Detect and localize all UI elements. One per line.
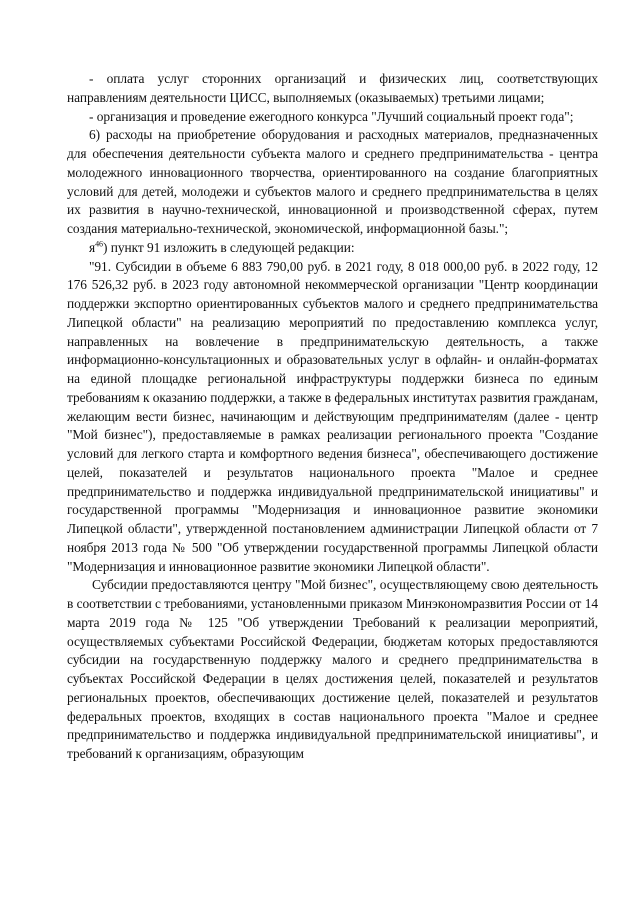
amendment-superscript: 46 [95,239,104,249]
amendment-letter: я [89,239,96,255]
paragraph-amendment-intro [67,239,598,258]
paragraph-subsidies: Субсидии предоставляются центру "Мой бизнес", осуществляющему свою деятельность в соответствии с требованиями, установленными приказом Минэкономразвития России от 14 марта 2019 года № 125 "Об утверждении Требований к реализации мероприятий, осуществляемых субъектами Российской Федерации, бюджетам которых предоставляются субсидии на государственную поддержку малого и среднего предпринимательства в субъектах Российской Федерации в целях достижения целей, показателей и результатов региональных проектов, обеспечивающих достижение целей, показателей и результатов федеральных проектов, входящих в состав национального проекта "Малое и среднее предпринимательство и поддержка индивидуальной предпринимательской инициативы", и требований к организациям, образующим [67,577,598,761]
paragraph-item-6: 6) расходы на приобретение оборудования и расходных материалов, предназначенных для обеспечения деятельности субъекта малого и среднего предпринимательства - центра молодежного инновационного творчества, ориентированного на создание благоприятных условий для детей, молодежи и субъектов малого и среднего предпринимательства в целях их развития в научно-технической, инновационной и производственной сферах, путем создания материально-технической, экономической, информационной базы."; [67,127,598,236]
paragraph-contest: - организация и проведение ежегодного конкурса "Лучший социальный проект года"; [89,108,574,124]
paragraph-item-91: "91. Субсидии в объеме 6 883 790,00 руб. в 2021 году, 8 018 000,00 руб. в 2022 году, 12 176 526,32 руб. в 2023 году автономной некоммерческой организации "Центр координации поддержки экспортно ориентированных субъектов малого и среднего предпринимательства Липецкой области" на реализацию мероприятий по предоставлению комплекса услуг, направленных на вовлечение в предпринимательскую деятельность, а также информационно-консультационных и образовательных услуг в офлайн- и онлайн-форматах на единой площадке региональной инфраструктуры поддержки бизнеса по единым требованиям к оказанию поддержки, а также в федеральных институтах развития гражданам, желающим вести бизнес, начинающим и действующим предпринимателям (далее - центр "Мой бизнес"), предоставляемые в рамках реализации регионального проекта "Создание условий для легкого старта и комфортного ведения бизнеса", обеспечивающего достижение целей, показателей и результатов национального проекта "Малое и среднее предпринимательство и поддержка индивидуальной предпринимательской инициативы" и государственной программы "Модернизация и инновационное развитие экономики Липецкой области", утвержденной постановлением администрации Липецкой области от 7 ноября 2013 года № 500 "Об утверждении государственной программы Липецкой области "Модернизация и инновационное развитие экономики Липецкой области". [67,258,598,574]
amendment-text: ) пункт 91 изложить в следующей редакции: [103,239,355,255]
document-body [67,70,598,764]
paragraph-service-payment: - оплата услуг сторонних организаций и физических лиц, соответствующих направлениям деятельности ЦИСС, выполняемых (оказываемых) третьими лицами; [67,71,598,105]
